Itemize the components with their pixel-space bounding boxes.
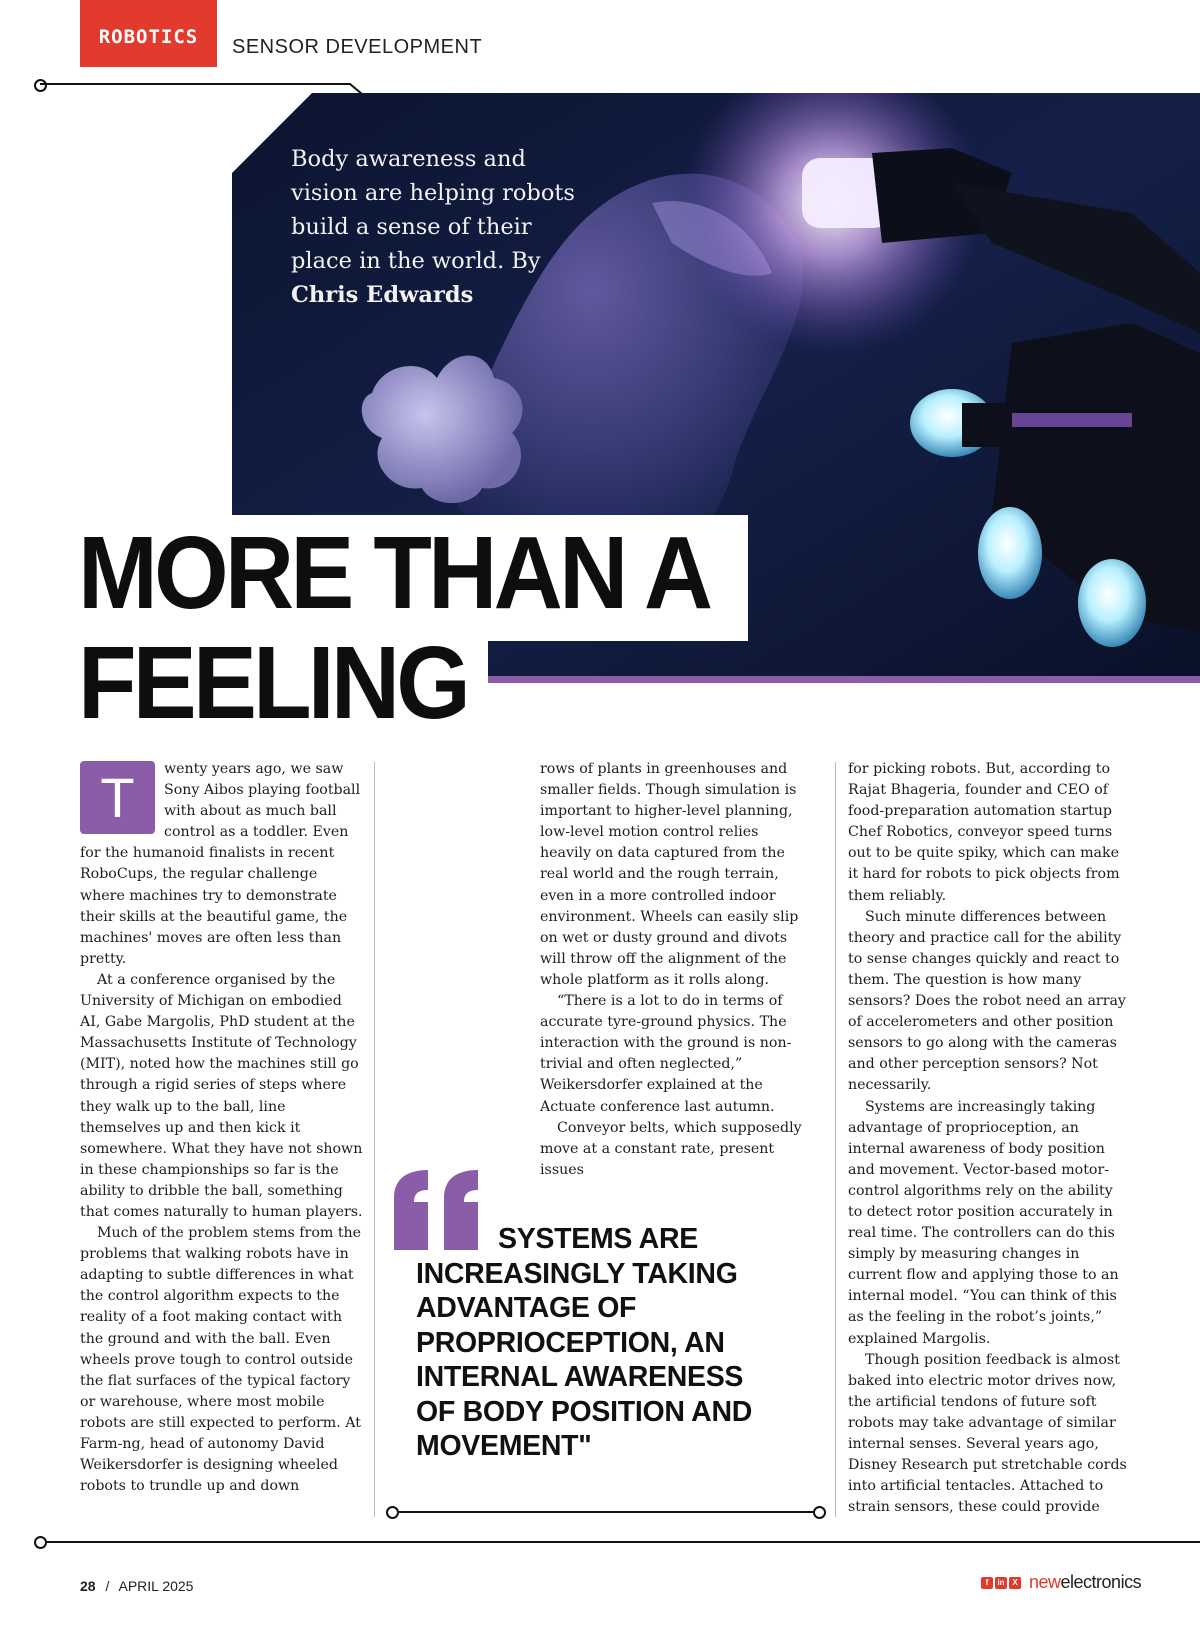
- paragraph: wenty years ago, we saw Sony Aibos playing football with about as much ball control as a toddler. Even for the humanoid finalists in recent RoboCups, the regular challenge where machines try to demonstrate their skills at the beautiful game, the machines' moves are often less than pretty.: [80, 761, 361, 967]
- section-label: SENSOR DEVELOPMENT: [232, 36, 483, 58]
- headline-line-1: MORE THAN A: [78, 515, 710, 630]
- paragraph: At a conference organised by the University of Michigan on embodied AI, Gabe Margolis, PhD student at the Massachusetts Institute of Technology (MIT), noted how the machines still go through a rigid series of steps where they walk up to the ball, line themselves up and then kick it somewhere. What they have not shown in these championships so far is the ability to dribble the ball, something that comes naturally to human players.: [80, 971, 363, 1220]
- category-tag: ROBOTICS: [80, 0, 217, 67]
- column-divider: [835, 762, 836, 1517]
- brand-logo-new: new: [1029, 1572, 1061, 1592]
- paragraph: “There is a lot to do in terms of accurate tyre-ground physics. The interaction with the ground is non-trivial and often neglected,” Weikersdorfer explained at the Actuate conference last autumn.: [540, 993, 792, 1115]
- paragraph: Much of the problem stems from the problems that walking robots have in adapting to subtle differences in what the control algorithm expects to the reality of a foot making contact with the ground and with the ball. Even wheels prove tough to control outside the flat surfaces of the typical factory or warehouse, where most mobile robots are still expected to perform. At Farm-ng, head of autonomy David Weikersdorfer is designing wheeled robots to trundle up and down: [80, 1225, 362, 1495]
- pullquote-rule-end-dot: [813, 1506, 826, 1519]
- footer-separator: /: [105, 1578, 110, 1594]
- paragraph: for picking robots. But, according to Rajat Bhageria, founder and CEO of food-preparation automation startup Chef Robotics, conveyor speed turns out to be quite spiky, which can make it hard for robots to pick objects from them reliably.: [848, 761, 1120, 904]
- author-name: Chris Edwards: [291, 282, 474, 308]
- paragraph: rows of plants in greenhouses and smaller fields. Though simulation is important to higher-level planning, low-level motion control relies heavily on data captured from the real world and the rough terrain, even in a more controlled indoor environment. Wheels can easily slip on wet or dusty ground and divots will throw off the alignment of the whole platform as it rolls along.: [540, 761, 799, 988]
- standfirst-text: Body awareness and vision are helping robots build a sense of their place in the world. By: [291, 146, 575, 274]
- article-column-2: [540, 759, 808, 1181]
- paragraph: Such minute differences between theory and practice call for the ability to sense changes quickly and react to them. The question is how many sensors? Does the robot need an array of accelerometers and other position sensors to go along with the cameras and other perception sensors? Not necessarily.: [848, 908, 1126, 1094]
- facebook-icon[interactable]: f: [981, 1577, 993, 1589]
- x-icon[interactable]: X: [1009, 1577, 1021, 1589]
- headline-line-2: FEELING: [78, 625, 468, 740]
- publication-brand: [981, 1572, 1141, 1593]
- brand-logo-electronics: electronics: [1060, 1572, 1142, 1592]
- pull-quote-text: SYSTEMS ARE INCREASINGLY TAKING ADVANTAGE OF PROPRIOCEPTION, AN INTERNAL AWARENESS OF BODY POSITION AND MOVEMENT": [416, 1223, 753, 1462]
- paragraph: Conveyor belts, which supposedly move at a constant rate, present issues: [540, 1119, 802, 1178]
- column-divider: [374, 762, 375, 1517]
- pullquote-rule: [397, 1511, 815, 1513]
- brand-logo: [1029, 1572, 1141, 1593]
- bottom-rule: [45, 1541, 1200, 1543]
- linkedin-icon[interactable]: in: [995, 1577, 1007, 1589]
- footer-page-info: [80, 1578, 193, 1594]
- standfirst: [291, 142, 591, 312]
- paragraph: Though position feedback is almost baked into electric motor drives now, the artificial tendons of future soft robots may take advantage of similar internal senses. Several years ago, Disney Research put stretchable cords into artificial tentacles. Attached to strain sensors, these could provide: [848, 1351, 1127, 1516]
- issue-date: APRIL 2025: [118, 1578, 194, 1594]
- article-column-3: [848, 759, 1130, 1518]
- pull-quote: [416, 1222, 766, 1464]
- paragraph: Systems are increasingly taking advantage of proprioception, an internal awareness of body position and movement. Vector-based motor-control algorithms rely on the ability to detect rotor position accurately in real time. The controllers can do this simply by measuring changes in current flow and applying those to an internal model. “You can think of this as the feeling in the robot’s joints,” explained Margolis.: [848, 1098, 1119, 1347]
- article-column-1: [80, 759, 363, 1497]
- page-number: 28: [80, 1578, 96, 1594]
- headline: [78, 515, 710, 740]
- drop-cap: T: [80, 761, 155, 834]
- social-icons: [981, 1577, 1021, 1589]
